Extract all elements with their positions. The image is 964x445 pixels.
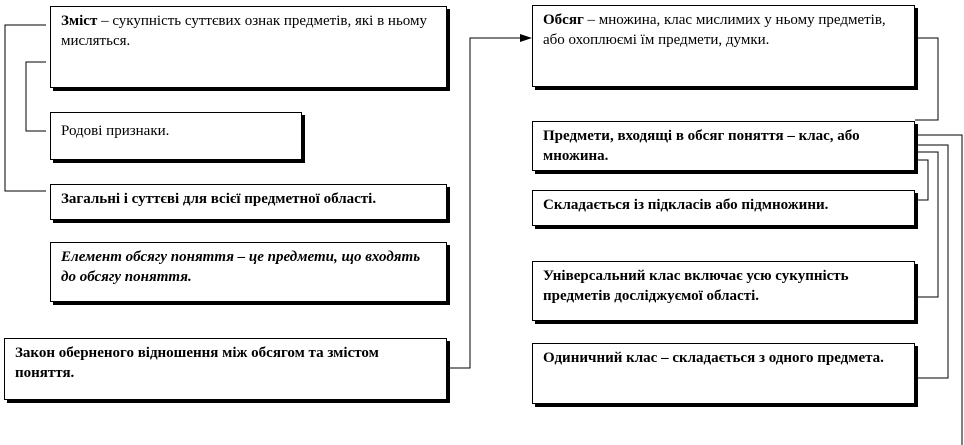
scope-term: Обсяг [543, 12, 584, 28]
scope-definition: – множина, клас мислимих у ньому предметів, або охоплюємі їм предмети, думки. [543, 12, 886, 48]
singular-class-box [532, 343, 915, 404]
general-features-text: Загальні і суттєві для всієї предметної області. [61, 191, 377, 207]
content-term: Зміст [61, 13, 98, 29]
content-box [50, 6, 447, 88]
content-definition: – сукупність суттєвих ознак предметів, які в ньому мисляться. [61, 13, 427, 49]
universal-class-text: Універсальний клас включає усю сукупність предметів досліджуємої області. [543, 268, 849, 304]
generic-features-text: Родові признаки. [61, 123, 170, 139]
subclasses-box [532, 190, 915, 226]
scope-box [532, 5, 915, 87]
law-box [4, 338, 447, 400]
universal-class-box [532, 261, 915, 321]
subclasses-text: Складається із підкласів або підмножини. [543, 197, 829, 213]
law-text: Закон оберненого відношення між обсягом та змістом поняття. [15, 345, 379, 381]
generic-features-box [50, 112, 302, 160]
general-features-box [50, 184, 447, 220]
element-text: Елемент обсягу поняття – це предмети, що входять до обсягу поняття. [61, 249, 421, 285]
objects-text: Предмети, входящі в обсяг поняття – клас, або множина. [543, 128, 860, 164]
element-box [50, 242, 447, 302]
singular-class-text: Одиничний клас – складається з одного предмета. [543, 350, 884, 366]
objects-box [532, 121, 915, 171]
